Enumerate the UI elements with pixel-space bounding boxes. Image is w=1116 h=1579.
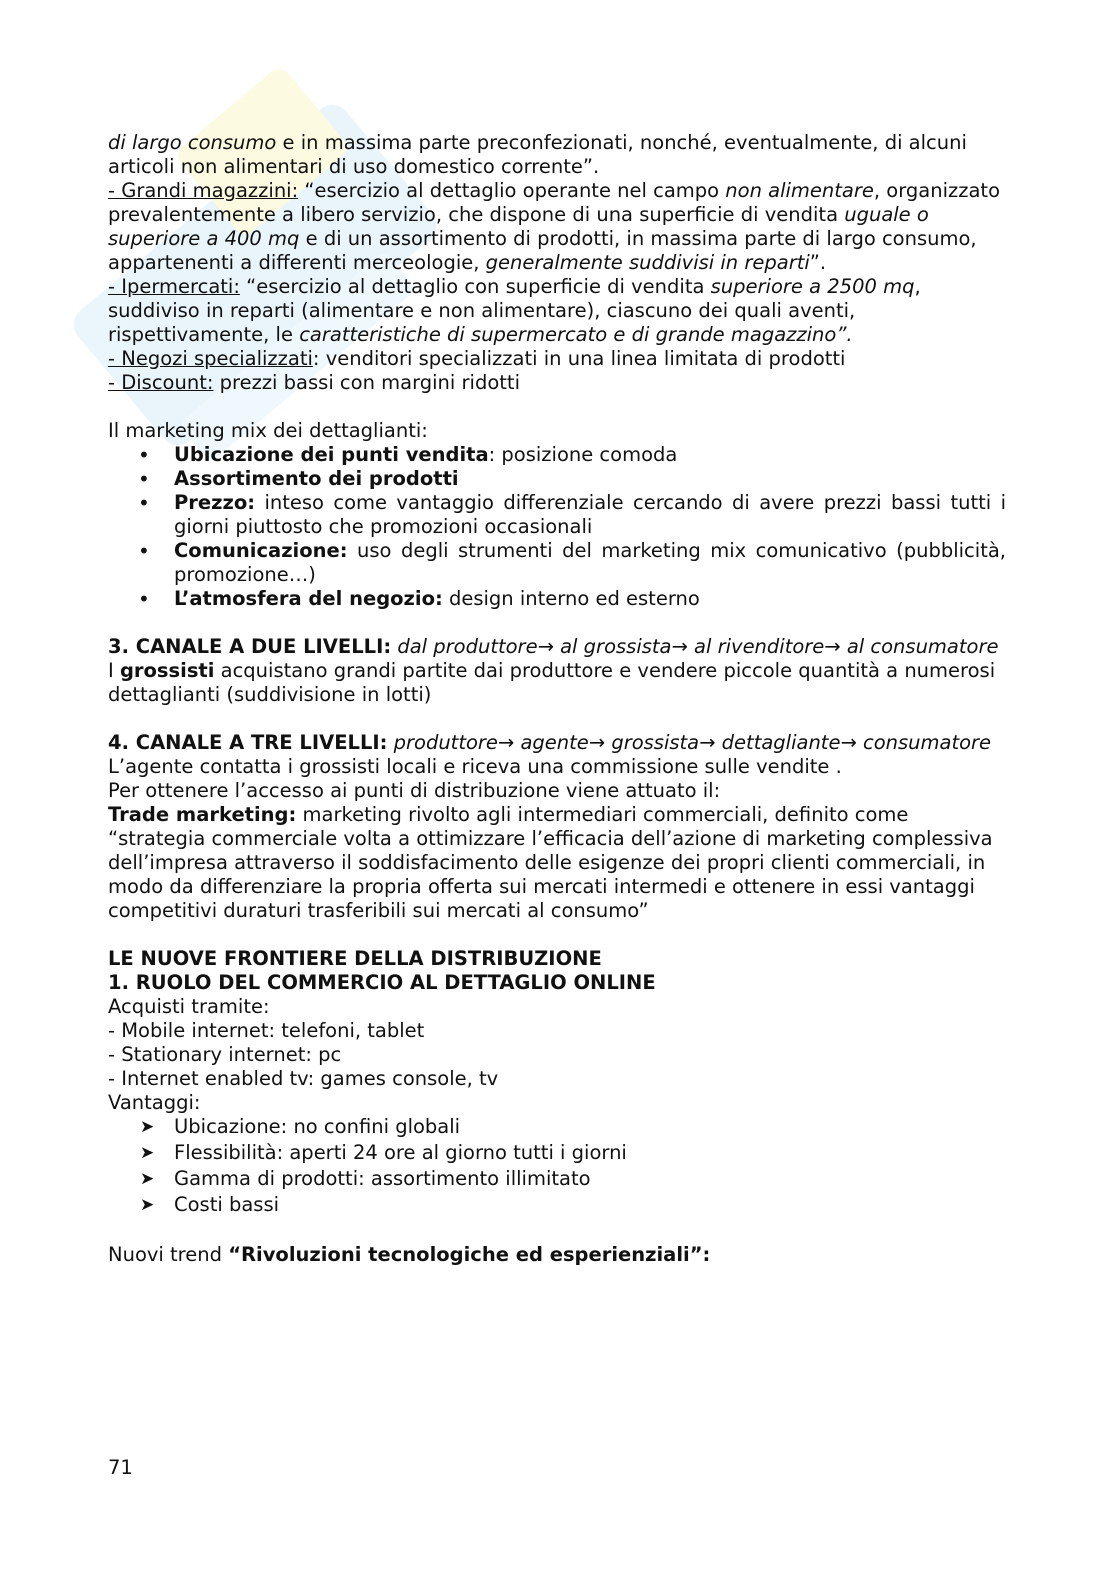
trend-line: Nuovi trend “Rivoluzioni tecnologiche ed esperienziali”: [108,1243,711,1266]
trade-marketing-paragraph: Trade marketing: marketing rivolto agli intermediari commerciali, definito come “strategia commerciale volta a ottimizzare l’efficacia dell’azione di marketing complessiva dell’impresa attraverso il soddisfacimento delle esigenze dei propri clienti commerciali, in modo da differenziare la propria offerta sui mercati intermedi e ottenere in essi vantaggi competitivi duraturi trasferibili sui mercati al consumo” [108,803,993,922]
list-item: ➤ Gamma di prodotti: assortimento illimitato [140,1167,591,1190]
arrow-bullet-icon: ➤ [140,1143,155,1163]
acquisti-line: - Internet enabled tv: games console, tv [108,1067,499,1090]
canale3-paragraph: I grossisti acquistano grandi partite dai produttore e vendere piccole quantità a numerosi dettaglianti (suddivisione in lotti) [108,659,996,706]
canale3-heading: 3. CANALE A DUE LIVELLI: dal produttore→ al grossista→ al rivenditore→ al consumatore [108,635,999,658]
list-item: ➤ Ubicazione: no confini globali [140,1115,461,1138]
vantaggi-label: Vantaggi: [108,1091,201,1114]
list-item: • Assortimento dei prodotti [108,467,1006,491]
canale4-heading: 4. CANALE A TRE LIVELLI: produttore→ agente→ grossista→ dettagliante→ consumatore [108,731,992,754]
document-body [108,131,1006,1267]
mix-list [108,443,1006,611]
page-number: 71 [108,1456,133,1479]
list-item: ➤ Costi bassi [140,1193,280,1216]
grandi-magazzini-paragraph: - Grandi magazzini: “esercizio al dettaglio operante nel campo non alimentare, organizzato prevalentemente a libero servizio, che dispone di una superficie di vendita uguale o superiore a 400 mq e di un assortimento di prodotti, in massima parte di largo consumo, appartenenti a differenti merceologie, generalmente suddivisi in reparti”. [108,179,1000,274]
mix-intro: Il marketing mix dei dettaglianti: [108,419,428,442]
negozi-paragraph: - Negozi specializzati: venditori specializzati in una linea limitata di prodotti [108,347,846,370]
arrow-bullet-icon: ➤ [140,1169,155,1189]
acquisti-line: - Stationary internet: pc [108,1043,342,1066]
list-item: • Comunicazione: uso degli strumenti del marketing mix comunicativo (pubblicità, promozione…) [108,539,1006,587]
list-item: • L’atmosfera del negozio: design interno ed esterno [108,587,1006,611]
canale4-line1: L’agente contatta i grossisti locali e riceva una commissione sulle vendite . [108,755,842,778]
subsection-heading: 1. RUOLO DEL COMMERCIO AL DETTAGLIO ONLINE [108,971,656,994]
list-item: • Prezzo: inteso come vantaggio differenziale cercando di avere prezzi bassi tutti i giorni piuttosto che promozioni occasionali [108,491,1006,539]
section-heading: LE NUOVE FRONTIERE DELLA DISTRIBUZIONE [108,947,602,970]
vantaggi-list [108,1115,1006,1219]
list-item: ➤ Flessibilità: aperti 24 ore al giorno tutti i giorni [140,1141,627,1164]
ipermercati-paragraph: - Ipermercati: “esercizio al dettaglio con superficie di vendita superiore a 2500 mq, suddiviso in reparti (alimentare e non alimentare), ciascuno dei quali aventi, rispettivamente, le caratteristiche di supermercato e di grande magazzino”. [108,275,921,346]
canale4-line2: Per ottenere l’accesso ai punti di distribuzione viene attuato il: [108,779,721,802]
list-item: • Ubicazione dei punti vendita: posizione comoda [108,443,1006,467]
discount-paragraph: - Discount: prezzi bassi con margini ridotti [108,371,520,394]
intro-paragraph: di largo consumo e in massima parte preconfezionati, nonché, eventualmente, di alcuni articoli non alimentari di uso domestico corrente”. [108,131,967,178]
acquisti-line: - Mobile internet: telefoni, tablet [108,1019,425,1042]
arrow-bullet-icon: ➤ [140,1195,155,1215]
arrow-bullet-icon: ➤ [140,1117,155,1137]
acquisti-label: Acquisti tramite: [108,995,270,1018]
